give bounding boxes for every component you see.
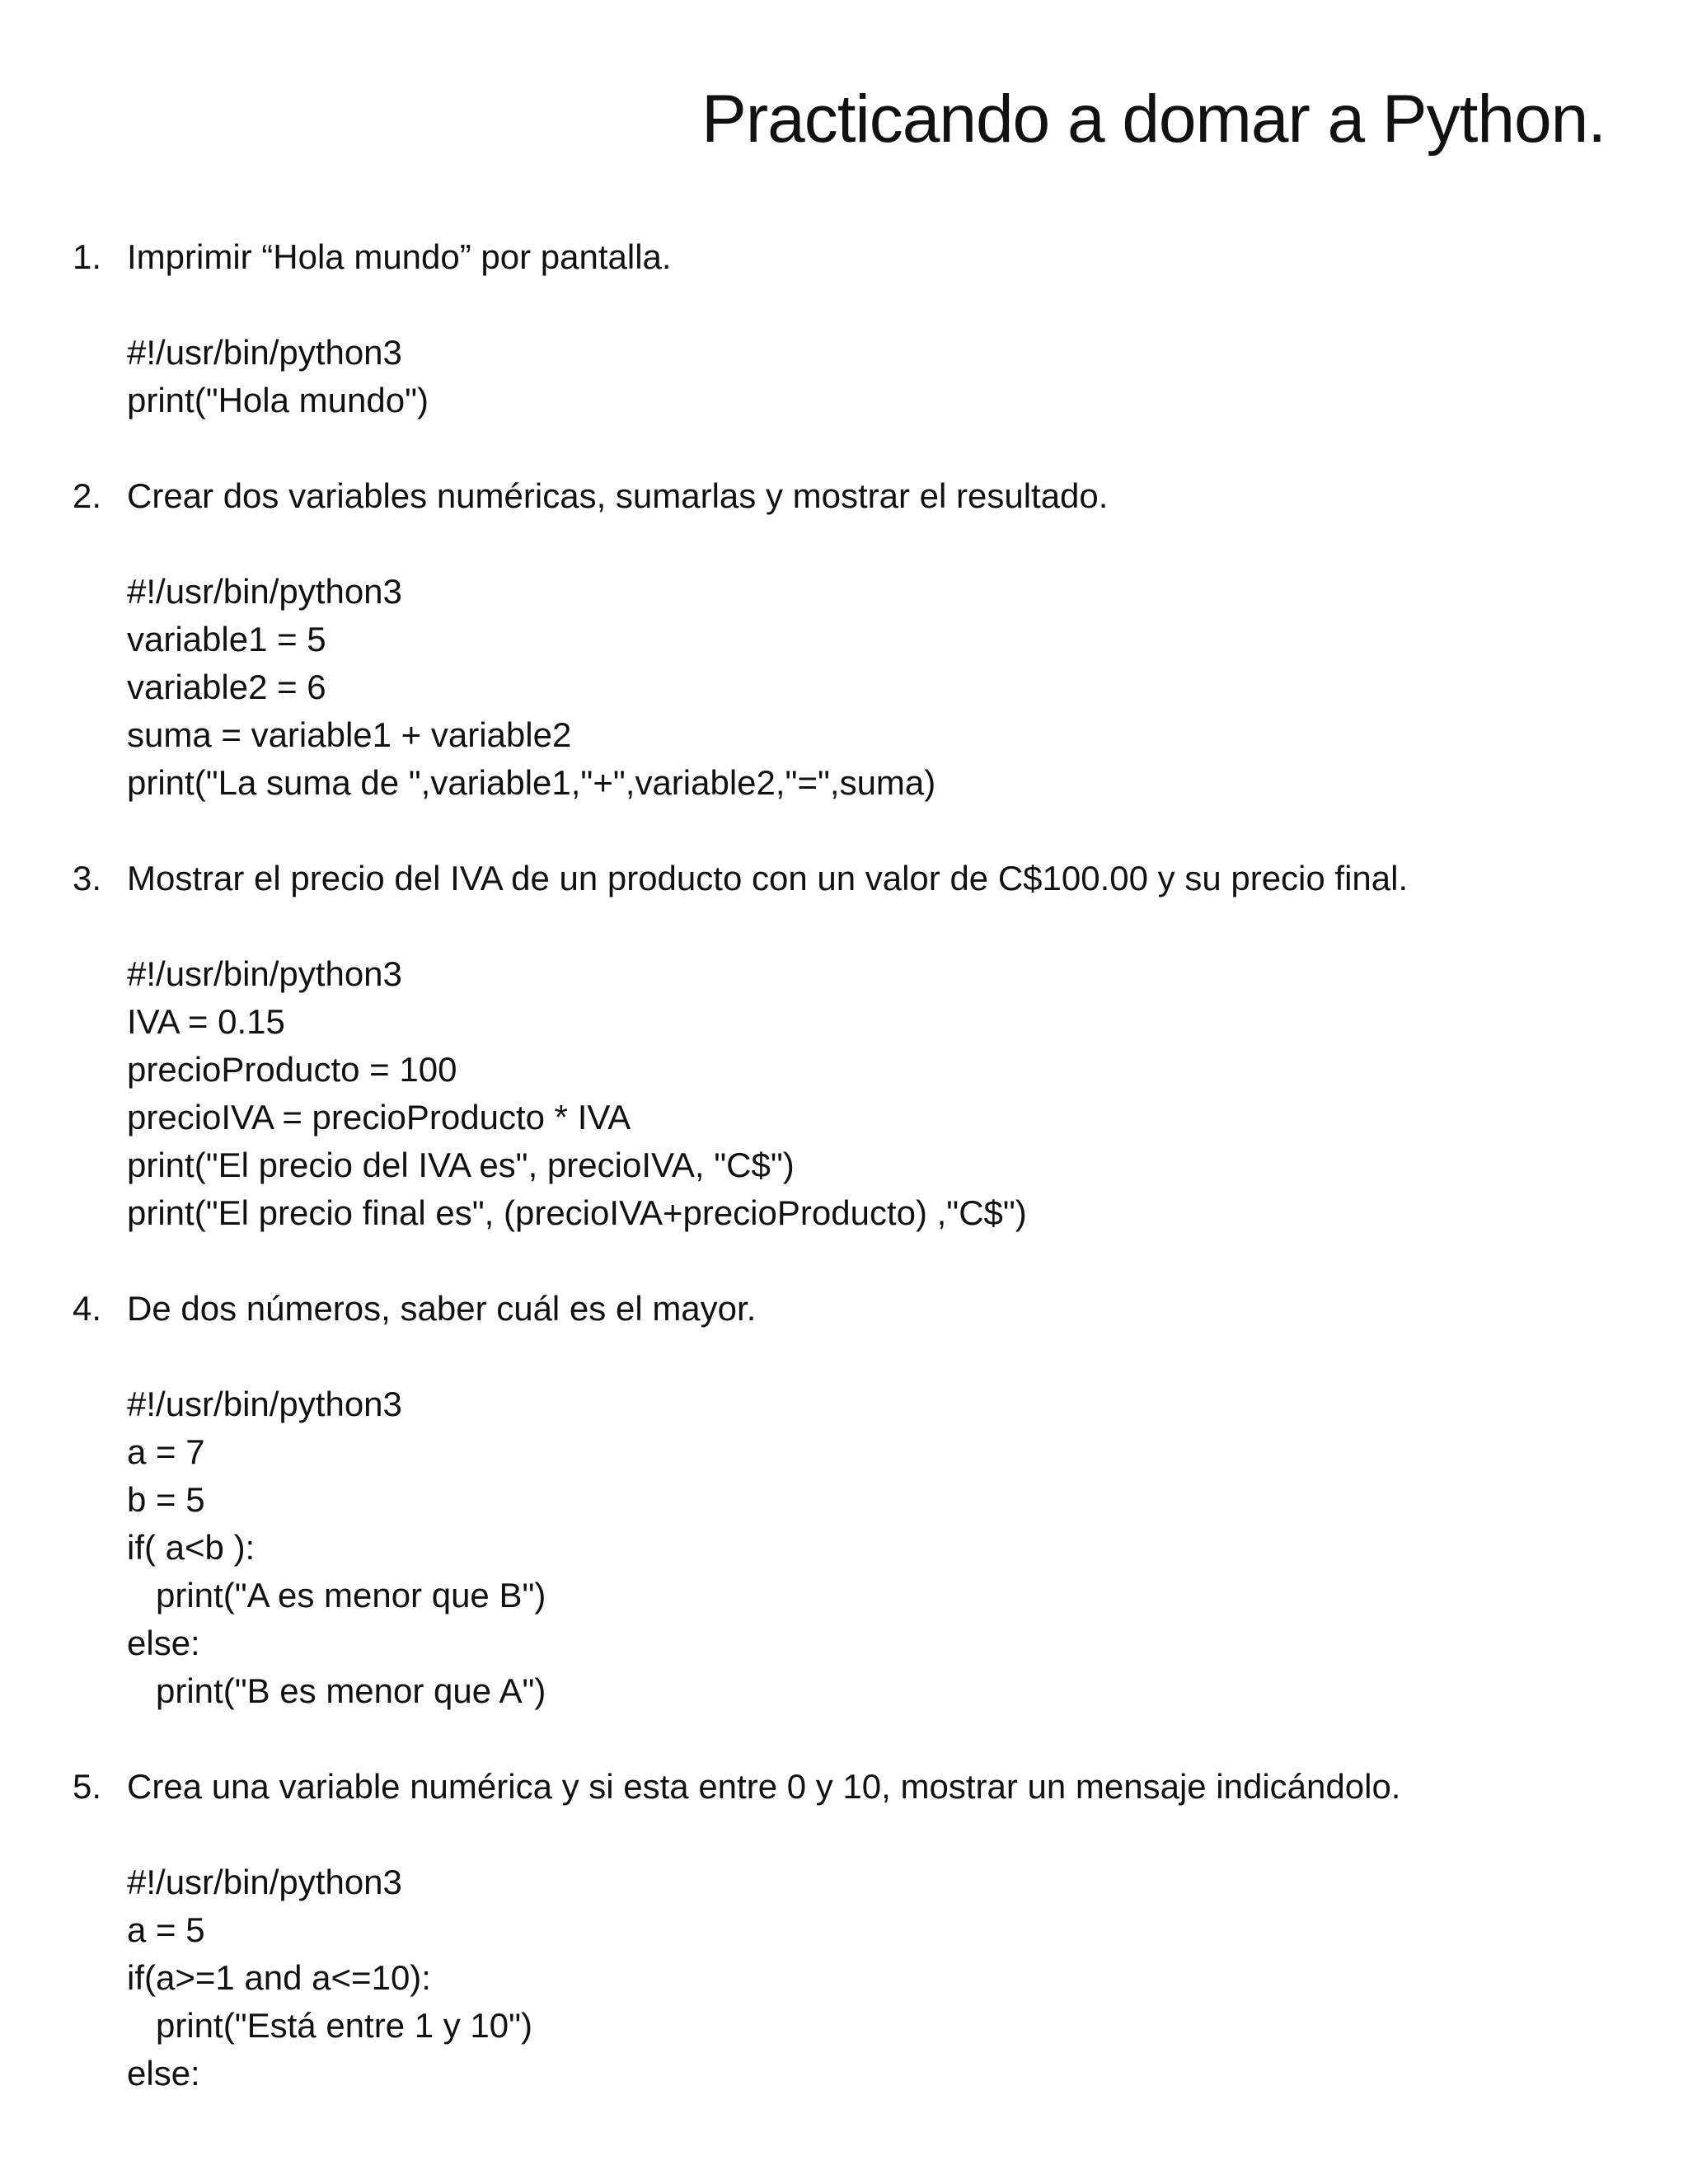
exercise-statement: Crear dos variables numéricas, sumarlas y mostrar el resultado.: [127, 476, 1109, 515]
exercise-list: [73, 233, 1622, 2145]
exercise-item: [73, 1763, 1622, 2097]
code-line: print("El precio final es", (precioIVA+precioProducto) ,"C$"): [127, 1193, 1027, 1232]
code-line: #!/usr/bin/python3: [127, 572, 402, 611]
code-line: precioProducto = 100: [127, 1050, 457, 1089]
code-block: [127, 1380, 1622, 1715]
code-line: a = 7: [127, 1432, 205, 1471]
code-line: #!/usr/bin/python3: [127, 333, 402, 372]
code-line: variable1 = 5: [127, 620, 326, 658]
code-line: print("La suma de ",variable1,"+",variable2,"=",suma): [127, 763, 936, 802]
exercise-body: [127, 1763, 1622, 2097]
code-line: if( a<b ):: [127, 1528, 256, 1567]
code-block: [127, 568, 1622, 807]
code-block: [127, 329, 1622, 424]
exercise-item: [73, 472, 1622, 807]
exercise-number: 5.: [73, 1767, 102, 1806]
code-line: else:: [127, 2054, 200, 2093]
code-line: if(a>=1 and a<=10):: [127, 1958, 431, 1997]
code-line: #!/usr/bin/python3: [127, 1385, 402, 1423]
exercise-item: [73, 233, 1622, 424]
code-line: suma = variable1 + variable2: [127, 715, 572, 754]
code-line: #!/usr/bin/python3: [127, 954, 402, 993]
exercise-statement: Crea una variable numérica y si esta entre 0 y 10, mostrar un mensaje indicándolo.: [127, 1767, 1401, 1806]
exercise-body: [127, 472, 1622, 807]
page-title: Practicando a domar a Python.: [701, 82, 1606, 157]
exercise-number: 4.: [73, 1289, 102, 1328]
exercise-statement: De dos números, saber cuál es el mayor.: [127, 1289, 757, 1328]
exercise-number: 2.: [73, 476, 102, 515]
exercise-number: 1.: [73, 237, 102, 276]
code-line: print("B es menor que A"): [127, 1671, 546, 1710]
code-line: #!/usr/bin/python3: [127, 1863, 402, 1901]
code-line: precioIVA = precioProducto * IVA: [127, 1098, 631, 1137]
exercise-statement: Imprimir “Hola mundo” por pantalla.: [127, 237, 672, 276]
code-line: print("El precio del IVA es", precioIVA, "C$"): [127, 1146, 795, 1184]
code-line: variable2 = 6: [127, 668, 326, 706]
code-line: else:: [127, 1624, 200, 1662]
exercise-item: [73, 855, 1622, 1237]
code-line: a = 5: [127, 1910, 205, 1949]
exercise-body: [127, 855, 1622, 1237]
code-line: b = 5: [127, 1480, 205, 1519]
exercise-item: [73, 1285, 1622, 1715]
code-line: print("Está entre 1 y 10"): [127, 2006, 533, 2045]
code-block: [127, 1858, 1622, 2097]
exercise-body: [127, 233, 1622, 424]
code-line: print("A es menor que B"): [127, 1576, 546, 1615]
code-line: print("Hola mundo"): [127, 381, 429, 419]
exercise-body: [127, 1285, 1622, 1715]
exercise-number: 3.: [73, 859, 102, 898]
code-line: IVA = 0.15: [127, 1002, 285, 1041]
exercise-statement: Mostrar el precio del IVA de un producto con un valor de C$100.00 y su precio final.: [127, 859, 1409, 898]
code-block: [127, 950, 1622, 1237]
